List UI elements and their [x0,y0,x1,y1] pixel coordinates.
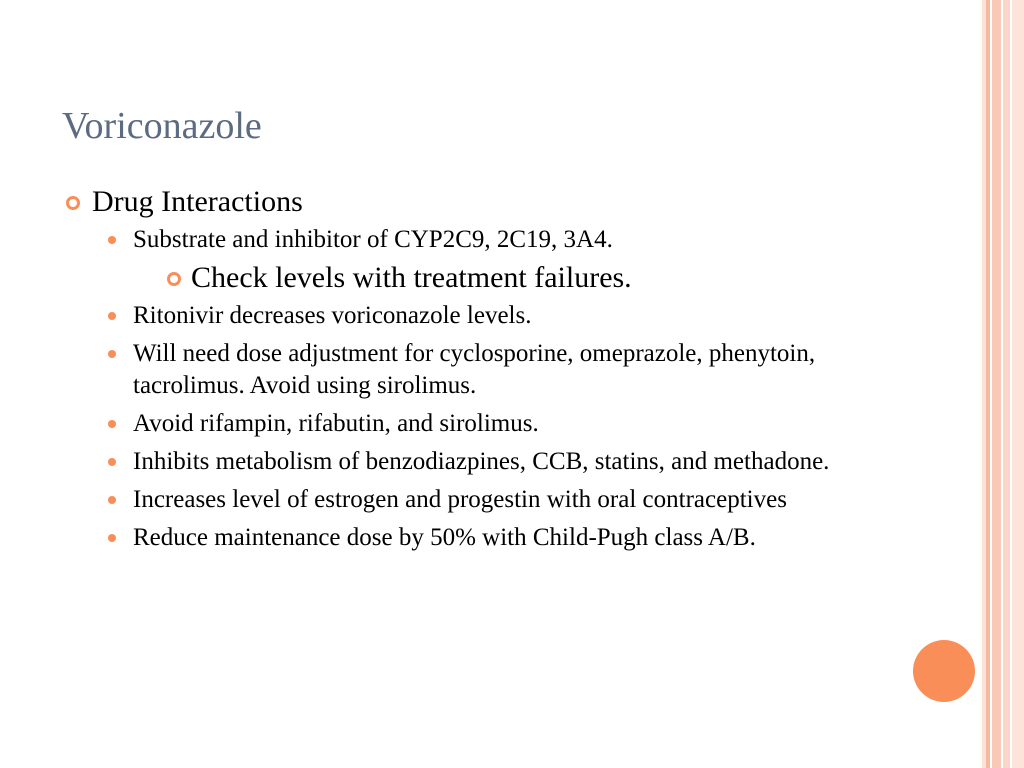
heading-text: Drug Interactions [92,185,303,218]
border-stripe [1012,0,1024,768]
decorative-circle [913,640,975,702]
list-item-text: Check levels with treatment failures. [191,261,632,294]
slide-title: Voriconazole [62,105,262,147]
dot-bullet-icon [108,350,116,358]
list-item [62,224,882,256]
ring-bullet-icon [66,196,80,210]
dot-bullet-icon [108,458,116,466]
dot-bullet-icon [108,496,116,504]
list-item [62,408,882,440]
list-item-text: Increases level of estrogen and progestin with oral contraceptives [133,486,787,513]
slide-body [62,182,882,560]
list-item-text: Reduce maintenance dose by 50% with Child-Pugh class A/B. [133,524,756,551]
border-stripe [992,0,1001,768]
dot-bullet-icon [108,534,116,542]
list-item-text: Ritonivir decreases voriconazole levels. [133,302,532,329]
list-item [62,300,882,332]
list-item [62,522,882,554]
dot-bullet-icon [108,236,116,244]
list-item [62,338,882,402]
list-item [62,484,882,516]
list-item-text: Avoid rifampin, rifabutin, and sirolimus. [133,410,539,437]
list-item [62,258,882,298]
border-stripe [1003,0,1010,768]
list-item [62,446,882,478]
list-item-text: Inhibits metabolism of benzodiazpines, CCB, statins, and methadone. [133,448,830,475]
list-item-text: Substrate and inhibitor of CYP2C9, 2C19, 3A4. [133,226,613,253]
ring-bullet-icon [167,272,181,286]
dot-bullet-icon [108,420,116,428]
bullet-heading [62,182,882,222]
dot-bullet-icon [108,312,116,320]
list-item-text: Will need dose adjustment for cyclosporine, omeprazole, phenytoin, tacrolimus. Avoid using sirolimus. [133,340,816,399]
